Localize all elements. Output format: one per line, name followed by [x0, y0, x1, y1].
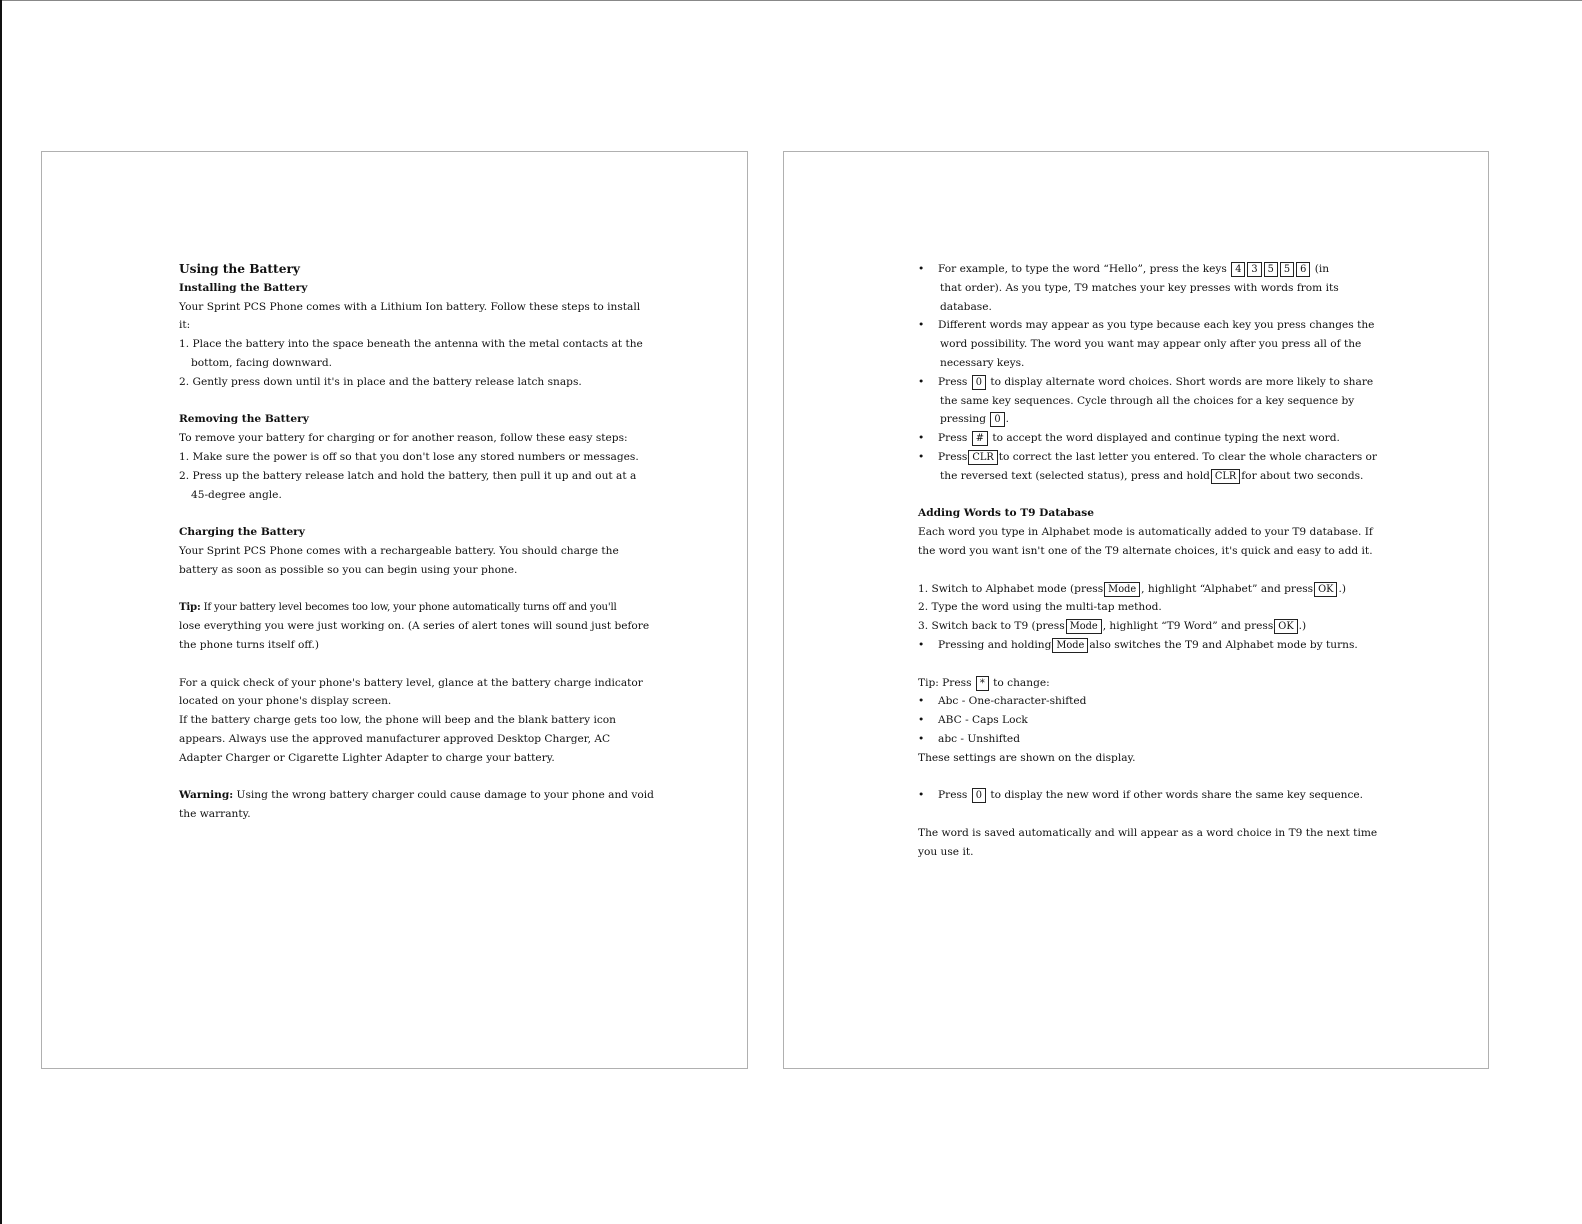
- warning-label: Warning:: [179, 789, 234, 802]
- bullet-dot: •: [918, 789, 925, 802]
- key-ok: OK: [1274, 619, 1297, 634]
- quick-check-line-5: Adapter Charger or Cigarette Lighter Adapter to charge your battery.: [179, 751, 555, 764]
- bullet-different-words-cont-2: necessary keys.: [940, 356, 1025, 369]
- tip-line-2: lose everything you were just working on. (A series of alert tones will sound just before: [179, 620, 650, 633]
- right-page: [783, 151, 1489, 1069]
- key-5b: 5: [1280, 262, 1294, 277]
- key-ok: OK: [1314, 582, 1337, 597]
- bullet-dot: •: [918, 638, 925, 651]
- bullet-dot: •: [918, 732, 925, 745]
- key-0: 0: [972, 788, 986, 803]
- removing-intro: To remove your battery for charging or for another reason, follow these easy steps:: [179, 432, 628, 445]
- mode-option-abc-shifted: • Abc - One-character-shifted: [918, 692, 1358, 711]
- bullet-dot: •: [918, 714, 925, 727]
- bullet-hello-example: • For example, to type the word “Hello”, press the keys 4 3 5 5 6 (in: [918, 260, 1358, 279]
- installing-intro-line-2: it:: [179, 319, 191, 332]
- quick-check-line-3: If the battery charge gets too low, the phone will beep and the blank battery icon: [179, 714, 616, 727]
- key-clr: CLR: [968, 450, 997, 465]
- left-page-content: [179, 260, 654, 824]
- adding-heading: Adding Words to T9 Database: [918, 507, 1094, 520]
- settings-note: These settings are shown on the display.: [918, 751, 1136, 764]
- final-note-line-1: The word is saved automatically and will appear as a word choice in T9 the next time: [918, 826, 1378, 839]
- tip-text-1: If your battery level becomes too low, your phone automatically turns off and you'll: [200, 602, 617, 614]
- bullet-dot: •: [918, 695, 925, 708]
- removing-step-1: 1. Make sure the power is off so that you don't lose any stored numbers or messages.: [179, 450, 639, 463]
- scan-left-edge: [0, 0, 2, 1224]
- quick-check-line-1: For a quick check of your phone's battery level, glance at the battery charge indicator: [179, 676, 643, 689]
- bullet-hello-cont-2: database.: [940, 300, 992, 313]
- warning-line-2: the warranty.: [179, 808, 251, 821]
- bullet-press-hash: • Press # to accept the word displayed and continue typing the next word.: [918, 429, 1358, 448]
- key-5: 5: [1264, 262, 1278, 277]
- installing-step-1-cont: bottom, facing downward.: [191, 356, 333, 369]
- tip-line-3: the phone turns itself off.): [179, 638, 319, 651]
- warning-text-1: Using the wrong battery charger could cause damage to your phone and void: [233, 789, 654, 802]
- bullet-press-0-cont-2: pressing 0 .: [940, 413, 1009, 426]
- mode-option-unshifted: • abc - Unshifted: [918, 730, 1358, 749]
- removing-heading: Removing the Battery: [179, 413, 309, 426]
- page-title: Using the Battery: [179, 262, 300, 276]
- installing-step-1: 1. Place the battery into the space beneath the antenna with the metal contacts at the: [179, 338, 643, 351]
- key-clr: CLR: [1211, 469, 1240, 484]
- bullet-different-words-cont-1: word possibility. The word you want may appear only after you press all of the: [940, 338, 1362, 351]
- bullet-dot: •: [918, 432, 925, 445]
- bullet-hold-mode: • Pressing and holding Mode also switches the T9 and Alphabet mode by turns.: [918, 636, 1358, 655]
- key-hash: #: [972, 431, 988, 446]
- key-0: 0: [990, 412, 1004, 427]
- installing-heading: Installing the Battery: [179, 281, 308, 294]
- key-6: 6: [1296, 262, 1310, 277]
- bullet-dot: •: [918, 319, 925, 332]
- bullet-press-clr: • Press CLR to correct the last letter you entered. To clear the whole characters or: [918, 448, 1358, 467]
- key-4: 4: [1231, 262, 1245, 277]
- bullet-press-clr-cont: the reversed text (selected status), press and hold CLR for about two seconds.: [940, 469, 1364, 482]
- bullet-different-words: • Different words may appear as you type because each key you press changes the: [918, 316, 1358, 335]
- installing-intro-line-1: Your Sprint PCS Phone comes with a Lithium Ion battery. Follow these steps to install: [179, 300, 641, 313]
- left-page: [41, 151, 748, 1069]
- charging-text-line-2: battery as soon as possible so you can begin using your phone.: [179, 563, 518, 576]
- bullet-press-0-cont-1: the same key sequences. Cycle through all the choices for a key sequence by: [940, 394, 1355, 407]
- bullet-press-0-new-word: • Press 0 to display the new word if other words share the same key sequence.: [918, 786, 1358, 805]
- bullet-dot: •: [918, 450, 925, 463]
- tip-line-1: [179, 598, 629, 617]
- quick-check-line-4: appears. Always use the approved manufacturer approved Desktop Charger, AC: [179, 732, 611, 745]
- installing-step-2: 2. Gently press down until it's in place and the battery release latch snaps.: [179, 375, 582, 388]
- key-mode: Mode: [1066, 619, 1102, 634]
- bullet-dot: •: [918, 375, 925, 388]
- final-note-line-2: you use it.: [918, 845, 974, 858]
- key-3: 3: [1247, 262, 1261, 277]
- adding-text-line-2: the word you want isn't one of the T9 alternate choices, it's quick and easy to add it.: [918, 544, 1373, 557]
- tip-label: Tip:: [179, 601, 201, 614]
- key-star: *: [976, 676, 989, 691]
- scan-top-border: [0, 0, 1582, 1]
- adding-step-3: 3. Switch back to T9 (press Mode , highlight “T9 Word” and press OK .): [918, 620, 1307, 633]
- adding-text-line-1: Each word you type in Alphabet mode is automatically added to your T9 database. If: [918, 526, 1373, 539]
- adding-step-2: 2. Type the word using the multi-tap method.: [918, 601, 1162, 614]
- removing-step-2: 2. Press up the battery release latch and hold the battery, then pull it up and out at a: [179, 469, 637, 482]
- key-mode: Mode: [1052, 638, 1088, 653]
- charging-text-line-1: Your Sprint PCS Phone comes with a rechargeable battery. You should charge the: [179, 544, 619, 557]
- key-mode: Mode: [1104, 582, 1140, 597]
- removing-step-2-cont: 45-degree angle.: [191, 488, 282, 501]
- mode-option-caps-lock: • ABC - Caps Lock: [918, 711, 1358, 730]
- charging-heading: Charging the Battery: [179, 526, 305, 539]
- quick-check-line-2: located on your phone's display screen.: [179, 695, 392, 708]
- right-page-content: [918, 260, 1378, 862]
- key-0: 0: [972, 375, 986, 390]
- adding-step-1: 1. Switch to Alphabet mode (press Mode , highlight “Alphabet” and press OK .): [918, 582, 1346, 595]
- warning-line-1: [179, 786, 654, 805]
- tip-press-star: Tip: Press * to change:: [918, 676, 1050, 689]
- bullet-press-0: • Press 0 to display alternate word choices. Short words are more likely to share: [918, 373, 1358, 392]
- bullet-dot: •: [918, 263, 925, 275]
- bullet-hello-cont-1: that order). As you type, T9 matches your key presses with words from its: [940, 281, 1339, 294]
